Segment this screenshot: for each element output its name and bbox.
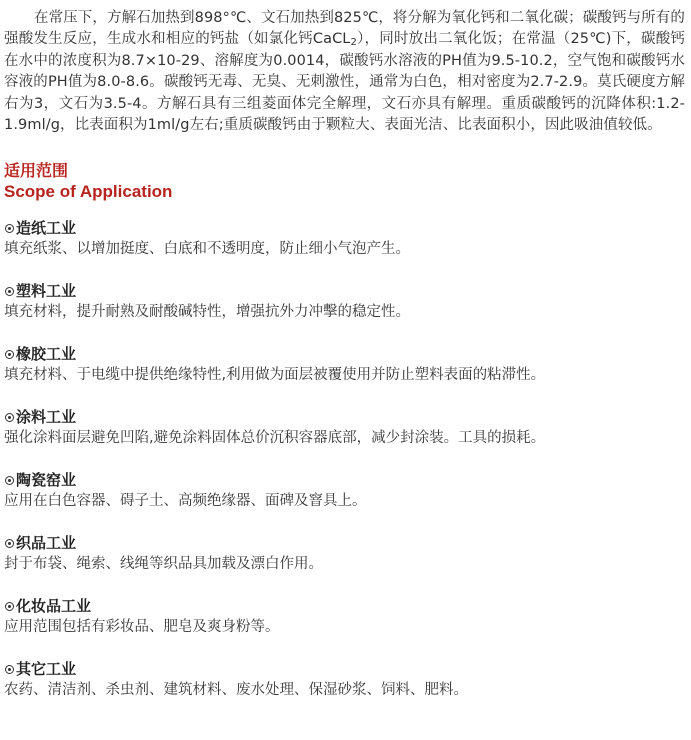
bullet-icon [5, 539, 14, 548]
intro-text-part1: 在常压下，方解石加热到898°℃、文石加热到825℃，将分解为氧化钙和二氧化碳；碳酸钙与所有的强酸发生反应，生成水和相应的钙盐（如氯化钙CaCL [4, 10, 685, 48]
industry-description: 填充材料、于电缆中提供绝缘特性,利用做为面层被覆使用并防止塑料表面的粘滞性。 [4, 367, 546, 384]
industry-title-label: 塑料工业 [16, 282, 77, 301]
industry-title [4, 596, 685, 617]
industry-list [4, 218, 685, 701]
industry-description: 强化涂料面层避免凹陷,避免涂料固体总价沉积容器底部，减少封涂装。工具的损耗。 [4, 430, 546, 447]
intro-text-part2: ），同时放出二氧化饭；在常温（25℃)下，碳酸钙在水中的浓度积为8.7×10-29、溶解度为0.0014，碳酸钙水溶液的PH值为9.5-10.2，空气饱和碳酸钙水容液的PH值为8.0-8.6。碳酸钙无毒、无臭、无刺激性，通常为白色，相对密度为2.7-2.9。莫氏硬度方解右为3，文石为3.5-4。方解石具有三组菱面体完全解理，文石亦具有解理。重质碳酸钙的沉降体积:1.2-1.9ml/g，比表面积为1ml/g左右;重质碳酸钙由于颗粒大、表面光洁、比表面积小，因此吸油值较低。 [4, 31, 685, 134]
section-heading [4, 160, 685, 202]
industry-title-label: 橡胶工业 [16, 345, 77, 364]
industry-description: 应用范围包括有彩妆品、肥皂及爽身粉等。 [4, 619, 280, 636]
industry-description: 农药、清洁剂、杀虫剂、建筑材料、废水处理、保湿砂浆、饲料、肥料。 [4, 682, 468, 699]
industry-title [4, 533, 685, 554]
section-title-cn: 适用范围 [4, 161, 69, 181]
bullet-icon [5, 602, 14, 611]
industry-description: 填充材料，提升耐熟及耐酸碱特性，增强抗外力冲擊的稳定性。 [4, 304, 410, 321]
intro-subscript: 2 [350, 37, 357, 49]
bullet-icon [5, 350, 14, 359]
industry-item-rubber [4, 344, 685, 386]
industry-title-label: 织品工业 [16, 534, 77, 553]
industry-item-coatings [4, 407, 685, 449]
industry-title [4, 470, 685, 491]
industry-title [4, 218, 685, 239]
industry-item-other [4, 659, 685, 701]
industry-item-textiles [4, 533, 685, 575]
industry-title-label: 其它工业 [16, 660, 77, 679]
industry-item-plastics [4, 281, 685, 323]
industry-description: 应用在白色容器、碍子土、高频绝缘器、面碑及窨具上。 [4, 493, 367, 510]
section-title-en: Scope of Application [4, 182, 173, 202]
bullet-icon [5, 665, 14, 674]
industry-item-paper [4, 218, 685, 260]
intro-paragraph [4, 8, 685, 136]
bullet-icon [5, 287, 14, 296]
bullet-icon [5, 224, 14, 233]
industry-description: 填充纸浆、以增加挺度、白底和不透明度，防止细小气泡产生。 [4, 241, 410, 258]
industry-title [4, 281, 685, 302]
industry-title-label: 造纸工业 [16, 219, 77, 238]
industry-description: 封于布袋、绳索、线绳等织品具加载及漂白作用。 [4, 556, 323, 573]
industry-title-label: 化妆品工业 [16, 597, 92, 616]
industry-title [4, 659, 685, 680]
industry-title [4, 407, 685, 428]
bullet-icon [5, 476, 14, 485]
industry-title-label: 涂料工业 [16, 408, 77, 427]
industry-title [4, 344, 685, 365]
industry-item-cosmetics [4, 596, 685, 638]
industry-title-label: 陶瓷窑业 [16, 471, 77, 490]
bullet-icon [5, 413, 14, 422]
industry-item-ceramics [4, 470, 685, 512]
